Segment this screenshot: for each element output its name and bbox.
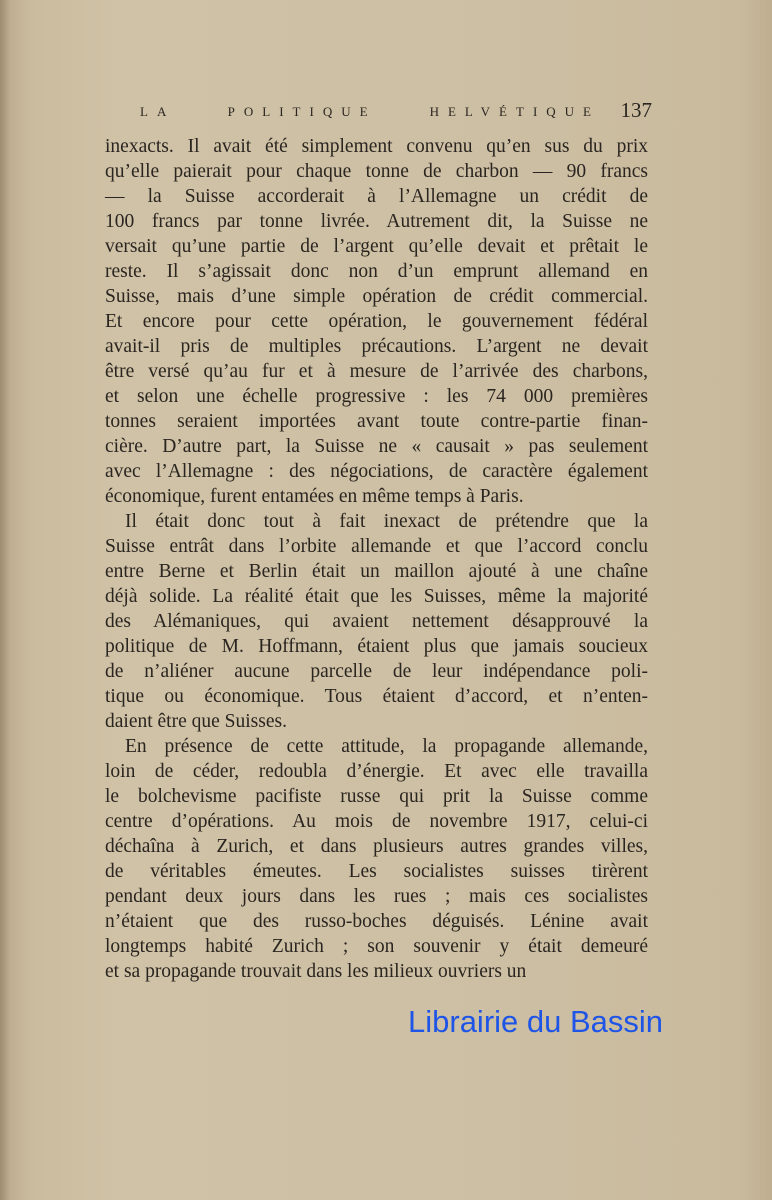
text-line: être versé qu’au fur et à mesure de l’arrivée des charbons, — [105, 361, 648, 382]
page-number: 137 — [620, 98, 652, 122]
text-line: de véritables émeutes. Les socialistes suisses tirèrent — [105, 861, 648, 882]
text-line: avec l’Allemagne : des négociations, de caractère également — [105, 461, 648, 482]
page-edge-shadow — [0, 0, 10, 1200]
text-line: de n’aliéner aucune parcelle de leur indépendance poli- — [105, 661, 648, 682]
text-line: Suisse entrât dans l’orbite allemande et que l’accord conclu — [105, 536, 648, 557]
text-line: centre d’opérations. Au mois de novembre 1917, celui-ci — [105, 811, 648, 832]
watermark-text: Librairie du Bassin — [408, 1004, 664, 1039]
text-line: le bolchevisme pacifiste russe qui prit la Suisse comme — [105, 786, 648, 807]
text-line: Suisse, mais d’une simple opération de crédit commercial. — [105, 286, 648, 307]
paragraph — [105, 734, 648, 984]
text-line: économique, furent entamées en même temps à Paris. — [105, 486, 524, 507]
paragraph — [105, 134, 648, 509]
text-line: tique ou économique. Tous étaient d’accord, et n’enten- — [105, 686, 648, 707]
text-line: déchaîna à Zurich, et dans plusieurs autres grandes villes, — [105, 836, 648, 857]
text-line: reste. Il s’agissait donc non d’un emprunt allemand en — [105, 261, 648, 282]
text-line: et sa propagande trouvait dans les milieux ouvriers un — [105, 961, 527, 982]
text-line: versait qu’une partie de l’argent qu’elle devait et prêtait le — [105, 236, 648, 257]
running-title: LA POLITIQUE HELVÉTIQUE — [140, 104, 600, 119]
text-line: longtemps habité Zurich ; son souvenir y était demeuré — [105, 936, 648, 957]
text-line: — la Suisse accorderait à l’Allemagne un crédit de — [105, 186, 648, 207]
paragraph — [105, 509, 648, 734]
running-header — [140, 98, 652, 124]
text-line: 100 francs par tonne livrée. Autrement dit, la Suisse ne — [105, 211, 648, 232]
text-line: Et encore pour cette opération, le gouvernement fédéral — [105, 311, 648, 332]
text-line: politique de M. Hoffmann, étaient plus que jamais soucieux — [105, 636, 648, 657]
text-line: daient être que Suisses. — [105, 711, 287, 732]
text-line: et selon une échelle progressive : les 74 000 premières — [105, 386, 648, 407]
text-line: inexacts. Il avait été simplement convenu qu’en sus du prix — [105, 136, 648, 157]
text-line: tonnes seraient importées avant toute contre-partie finan- — [105, 411, 648, 432]
text-line: loin de céder, redoubla d’énergie. Et avec elle travailla — [105, 761, 648, 782]
text-line: qu’elle paierait pour chaque tonne de charbon — 90 francs — [105, 161, 648, 182]
text-line: En présence de cette attitude, la propagande allemande, — [125, 736, 648, 757]
text-line: pendant deux jours dans les rues ; mais ces socialistes — [105, 886, 648, 907]
text-line: entre Berne et Berlin était un maillon ajouté à une chaîne — [105, 561, 648, 582]
page-body-text — [105, 134, 648, 984]
text-line: cière. D’autre part, la Suisse ne « causait » pas seulement — [105, 436, 648, 457]
text-line: avait-il pris de multiples précautions. L’argent ne devait — [105, 336, 648, 357]
text-line: Il était donc tout à fait inexact de prétendre que la — [125, 511, 648, 532]
text-line: déjà solide. La réalité était que les Suisses, même la majorité — [105, 586, 648, 607]
text-line: n’étaient que des russo-boches déguisés. Lénine avait — [105, 911, 648, 932]
text-line: des Alémaniques, qui avaient nettement désapprouvé la — [105, 611, 648, 632]
